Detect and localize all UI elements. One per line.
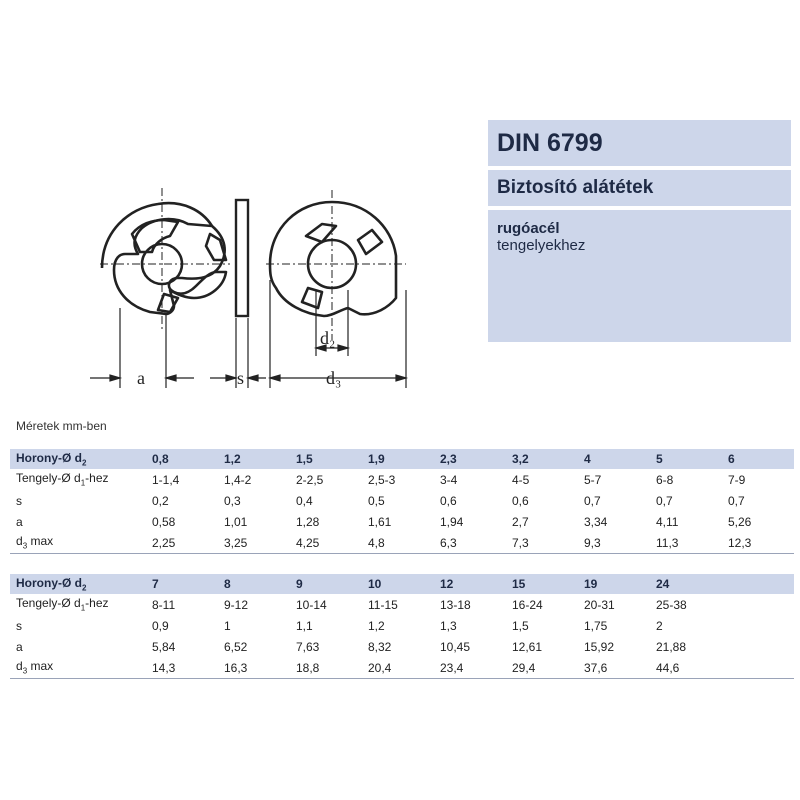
table-cell: 3,34	[584, 514, 608, 529]
table-cell: 16,3	[218, 657, 290, 679]
usage-label: tengelyekhez	[497, 237, 586, 254]
table-cell: 2-2,5	[296, 472, 324, 487]
table-cell: 15,92	[584, 639, 615, 654]
table-cell: 9,3	[578, 532, 650, 554]
dimension-label-a: a	[137, 368, 145, 388]
table-cell: 4	[578, 449, 650, 469]
standard-title: DIN 6799	[488, 120, 791, 166]
table-cell: 16-24	[512, 597, 543, 612]
table-cell: 2,25	[146, 532, 218, 554]
row-label: $d_3$ max	[10, 532, 146, 554]
table-cell: 4-5	[512, 472, 530, 487]
table-cell: 1	[224, 618, 231, 633]
table-cell: 11,3	[650, 532, 722, 554]
row-label: Tengely-Ø $d_1$-hez	[16, 471, 109, 488]
table-cell	[722, 594, 794, 615]
table-row	[10, 657, 794, 679]
table-cell: 6,52	[224, 639, 248, 654]
table-cell: 0,3	[224, 493, 241, 508]
table-cell	[722, 615, 794, 636]
table-cell: 0,7	[656, 493, 673, 508]
table-cell: 10	[362, 574, 434, 594]
table-cell: 1-1,4	[152, 472, 180, 487]
table-cell: 1,2	[218, 449, 290, 469]
technical-drawing	[70, 180, 420, 395]
row-label: Tengely-Ø $d_1$-hez	[16, 596, 109, 613]
table-cell: 0,7	[728, 493, 745, 508]
table-cell: 6	[722, 449, 794, 469]
row-label: Horony-Ø $d_2$	[10, 574, 146, 594]
table-cell: 8-11	[152, 597, 176, 612]
table-cell: 20,4	[362, 657, 434, 679]
table-cell: 1,4-2	[224, 472, 252, 487]
row-label: a	[16, 639, 23, 654]
table-row	[10, 615, 794, 636]
table-cell: 4,11	[656, 514, 679, 529]
table-cell: 15	[506, 574, 578, 594]
row-label: s	[16, 493, 22, 508]
table-cell: 5,26	[728, 514, 752, 529]
table-cell: 23,4	[434, 657, 506, 679]
table-row	[10, 490, 794, 511]
table-cell: 6-8	[656, 472, 674, 487]
table-cell: 12,3	[722, 532, 794, 554]
table-cell: 29,4	[506, 657, 578, 679]
table-cell: 2,3	[434, 449, 506, 469]
table-cell: 0,4	[296, 493, 313, 508]
dimension-table-1	[10, 449, 794, 554]
table-cell	[722, 657, 794, 679]
material-box	[488, 210, 791, 342]
table-cell: 0,6	[512, 493, 529, 508]
table-cell: 18,8	[290, 657, 362, 679]
table-cell: 37,6	[578, 657, 650, 679]
table-row	[10, 574, 794, 594]
dimension-table-2	[10, 574, 794, 679]
dimension-label-d2: d₂	[320, 328, 336, 348]
table-cell: 5	[650, 449, 722, 469]
table-cell: 3,2	[506, 449, 578, 469]
table-row	[10, 532, 794, 554]
table-cell: 8,32	[368, 639, 392, 654]
table-cell: 0,5	[368, 493, 385, 508]
table-cell: 5,84	[152, 639, 176, 654]
row-label: s	[16, 618, 22, 633]
table-cell: 2,5-3	[368, 472, 396, 487]
table-row	[10, 449, 794, 469]
table-cell: 9-12	[224, 597, 249, 612]
product-info-panel	[488, 120, 791, 342]
table-cell: 11-15	[368, 597, 398, 612]
table-cell: 12,61	[512, 639, 543, 654]
table-cell: 1,2	[368, 618, 385, 633]
dimension-label-s: s	[237, 368, 245, 388]
table-cell: 1,5	[290, 449, 362, 469]
table-cell: 3,25	[218, 532, 290, 554]
table-cell: 3-4	[440, 472, 458, 487]
material-label: rugóacél	[497, 220, 560, 237]
table-cell: 19	[578, 574, 650, 594]
table-cell: 1,94	[440, 514, 464, 529]
table-cell: 10,45	[440, 639, 471, 654]
table-cell: 1,28	[296, 514, 320, 529]
table-row	[10, 469, 794, 490]
table-row	[10, 636, 794, 657]
table-cell	[722, 636, 794, 657]
table-cell: 0,2	[152, 493, 169, 508]
retaining-ring-outline	[270, 202, 396, 316]
units-note: Méretek mm-ben	[16, 419, 107, 433]
row-label: a	[16, 514, 23, 529]
table-cell	[722, 574, 794, 594]
table-cell: 1,5	[512, 618, 529, 633]
table-cell: 2	[656, 618, 663, 633]
table-cell: 0,58	[152, 514, 176, 529]
table-row	[10, 594, 794, 615]
table-cell: 1,01	[224, 514, 248, 529]
table-cell: 0,8	[146, 449, 218, 469]
table-cell: 8	[218, 574, 290, 594]
table-cell: 25-38	[656, 597, 687, 612]
table-cell: 14,3	[146, 657, 218, 679]
table-cell: 6,3	[434, 532, 506, 554]
dimension-label-d3: d₃	[326, 368, 342, 388]
table-cell: 7-9	[728, 472, 746, 487]
table-cell: 7,63	[296, 639, 320, 654]
table-cell: 2,7	[512, 514, 529, 529]
table-cell: 7,3	[506, 532, 578, 554]
table-cell: 12	[434, 574, 506, 594]
table-cell: 13-18	[440, 597, 471, 612]
table-cell: 5-7	[584, 472, 602, 487]
table-row	[10, 511, 794, 532]
table-cell: 0,6	[440, 493, 457, 508]
row-label: $d_3$ max	[10, 657, 146, 679]
product-name: Biztosító alátétek	[488, 170, 791, 206]
table-cell: 10-14	[296, 597, 327, 612]
table-cell: 9	[290, 574, 362, 594]
retaining-ring-side-view	[236, 200, 248, 316]
table-cell: 4,8	[362, 532, 434, 554]
row-label: Horony-Ø $d_2$	[10, 449, 146, 469]
table-cell: 24	[650, 574, 722, 594]
table-cell: 0,7	[584, 493, 601, 508]
table-cell: 1,75	[584, 618, 608, 633]
table-cell: 1,9	[362, 449, 434, 469]
table-cell: 1,3	[440, 618, 457, 633]
table-cell: 7	[146, 574, 218, 594]
table-cell: 44,6	[650, 657, 722, 679]
table-cell: 4,25	[290, 532, 362, 554]
table-cell: 0,9	[152, 618, 169, 633]
table-cell: 1,61	[368, 514, 392, 529]
table-cell: 20-31	[584, 597, 615, 612]
table-cell: 21,88	[656, 639, 687, 654]
table-cell: 1,1	[296, 618, 313, 633]
